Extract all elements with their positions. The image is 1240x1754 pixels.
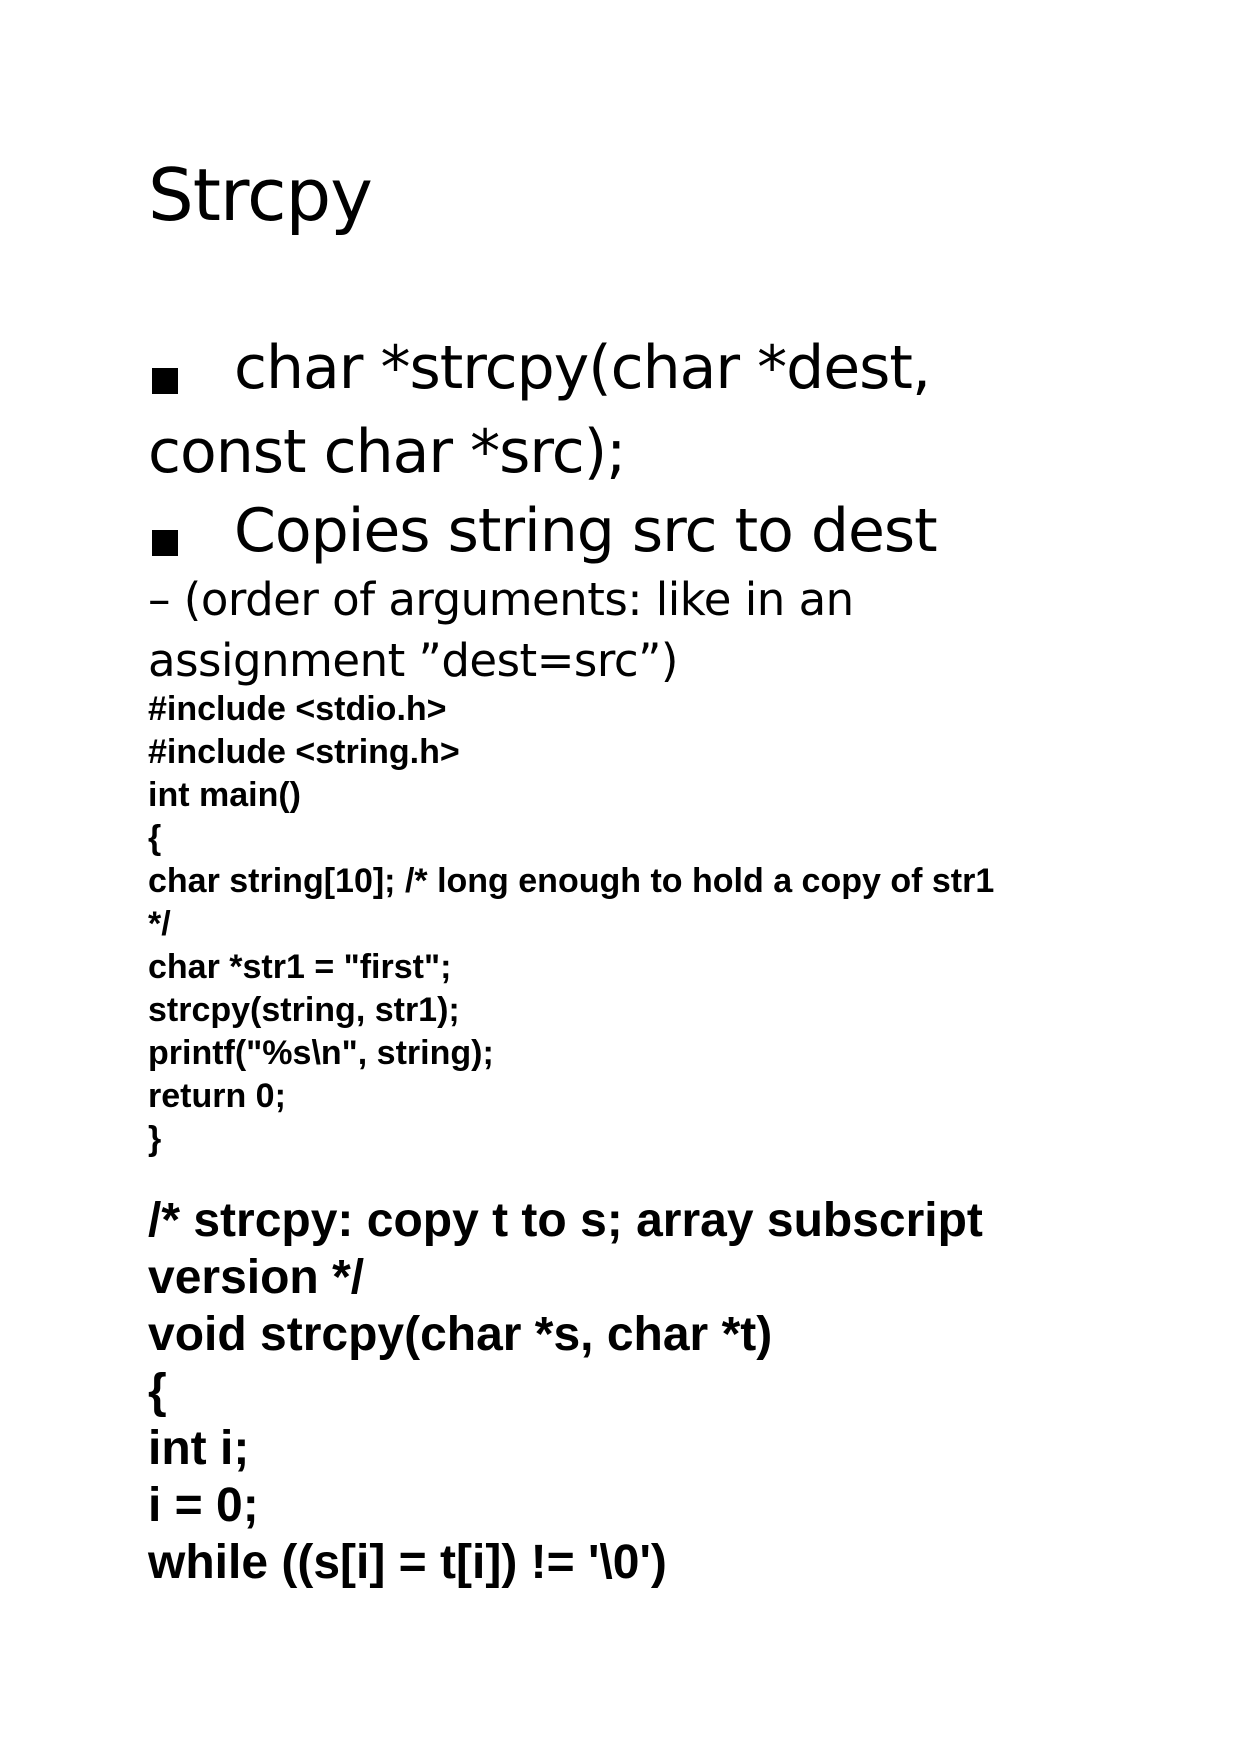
code-line: char *str1 = "first"; <box>148 948 452 986</box>
code-line: printf("%s\n", string); <box>148 1034 494 1072</box>
code-line: #include <string.h> <box>148 733 460 771</box>
page-title: Strcpy <box>148 153 372 237</box>
code-line: void strcpy(char *s, char *t) <box>148 1308 773 1361</box>
argument-order-note-line-1: – (order of arguments: like in an <box>148 573 854 626</box>
code-line: char string[10]; /* long enough to hold a copy of str1 <box>148 862 995 900</box>
code-line: i = 0; <box>148 1479 259 1532</box>
code-line: return 0; <box>148 1077 286 1115</box>
function-signature-line-2: const char *src); <box>148 417 626 487</box>
function-signature-line-1: char *strcpy(char *dest, <box>234 333 931 403</box>
code-line: int main() <box>148 776 301 814</box>
code-line: /* strcpy: copy t to s; array subscript <box>148 1194 983 1247</box>
square-bullet-icon <box>152 530 178 556</box>
code-line: { <box>148 819 162 857</box>
code-line: int i; <box>148 1422 250 1475</box>
description-bullet: Copies string src to dest <box>234 496 937 566</box>
code-line: #include <stdio.h> <box>148 690 447 728</box>
square-bullet-icon <box>152 368 178 394</box>
code-line: } <box>148 1120 162 1158</box>
code-line: strcpy(string, str1); <box>148 991 460 1029</box>
code-line: */ <box>148 905 171 943</box>
code-line: while ((s[i] = t[i]) != '\0') <box>148 1536 667 1589</box>
argument-order-note-line-2: assignment ”dest=src”) <box>148 634 678 687</box>
code-line: version */ <box>148 1251 365 1304</box>
code-line: { <box>148 1365 167 1418</box>
